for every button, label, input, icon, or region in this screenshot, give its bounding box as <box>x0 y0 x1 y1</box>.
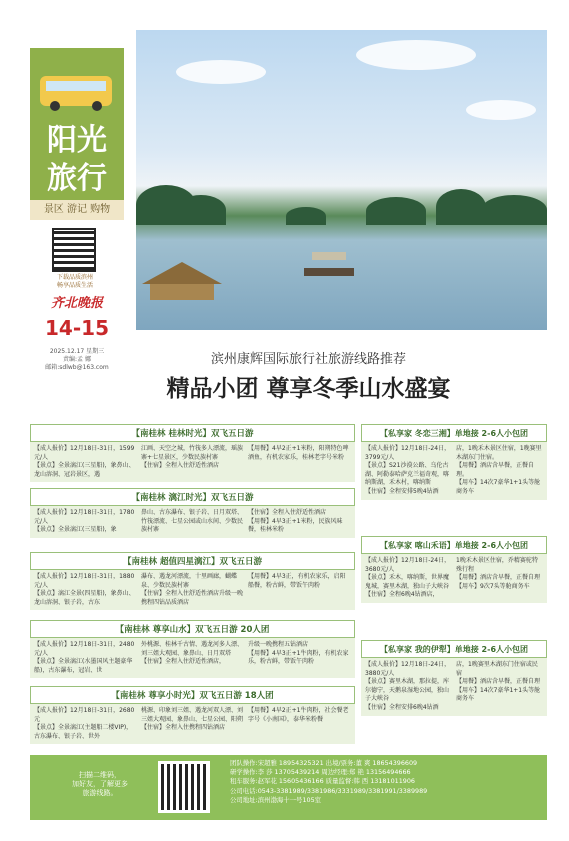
app-qr-code[interactable] <box>52 228 96 272</box>
route-price: 【成人报价】12月18日-31日，2480元/人 【景点】全景漓江(水墨国风主题豪华船)，古东瀑布，冠岩、世 <box>34 641 135 674</box>
issue-email: 邮箱:sdlwb@163.com <box>45 364 109 371</box>
route-details: 外桃源、桂林千古情、遇龙河多人漂、刘三姐大观园、象鼻山、日月双塔 【住宿】全程入住舒适性酒店， <box>141 641 244 666</box>
section-title-line2: 旅行 <box>47 161 107 196</box>
route-card <box>30 620 355 678</box>
route-price: 【成人报价】12月18日-31日，2680元 【景点】全景漓江(主题船二楼VIP)，古东瀑布、银子岩、世外 <box>34 707 135 740</box>
route-meals: 【用餐】4早3正，有机农家乐，启阳船餐，粉古鲜，带饭午肉粉 <box>248 573 346 589</box>
private-tour-card <box>361 536 547 603</box>
route-price: 【成人报价】12月18日-31日，1780元/人 【景点】全景漓江(三星船)，象 <box>34 509 135 534</box>
newspaper-logo: 齐北晚报 <box>50 296 103 311</box>
route-card <box>30 488 355 538</box>
bamboo-hut <box>136 262 226 302</box>
route-meals: 【用餐】4早2正+1米粉，阳朔特色啤酒鱼，有机农家乐，桂林老字号米粉 <box>248 445 349 461</box>
sidebar-banner <box>30 48 124 120</box>
qr-caption: 下载品质滨州 畅享品质生活 <box>56 274 93 289</box>
article-subheading: 滨州康辉国际旅行社旅游线路推荐 <box>210 352 406 367</box>
route-details: 鼻山、古东瀑布、银子岩、日月双塔、竹筏漂流、七星公园或山水间、少数民族村寨 <box>141 509 244 534</box>
sidebar <box>30 30 136 371</box>
raft-canopy <box>312 252 346 260</box>
route-price: 【成人报价】12月18日-31日，1599元/人 【景点】全景漓江(三星船)，象鼻山、龙山溶洞、冠岩景区，遇 <box>34 445 135 478</box>
route-title: 【南桂林 桂林时光】双飞五日游 <box>30 424 355 442</box>
section-title-line1: 阳光 <box>47 123 107 158</box>
route-details: 瀑布、遇龙河漂流，十里画廊，蝴蝶泉、少数民族村寨 【住宿】全程入住舒适性酒店升级一晚携程四钻品质酒店 <box>141 573 244 606</box>
bamboo-raft <box>304 268 354 276</box>
article-headline: 精品小团 尊享冬季山水盛宴 <box>166 375 451 402</box>
private-tour-card <box>361 424 547 500</box>
private-tour-details: 店，1晚赛里木湖东门住宿或民宿 【用餐】酒店含早餐，正餐自理 【用车】14次7豪华1+1头等舱商务车 <box>456 661 541 703</box>
private-tour-price: 【成人报价】12月18日-24日，3680元/人 【景点】禾木，喀纳斯，世界魔鬼城，赛里木湖，独山子大峡谷 【住宿】全程6晚4钻酒店， <box>365 557 451 599</box>
page-numbers: 14-15 <box>45 316 109 340</box>
route-card <box>30 686 355 744</box>
section-tags: 景区 游记 购物 <box>30 200 124 220</box>
private-tour-title: 【私享家 冬恋三湘】单地接 2-6人小包团 <box>361 424 547 442</box>
contact-info: 团队操作:宋超雅 18954325321 出境/票务:董 爽 18654396609 研学操作:李 莎 13705439214 周边经理:郑 艳 13156494666 租车服务:赵军花 15605436166 质量监督:韩 西 13181011906 公司电话:0543-3381989/3381986/3331989/3381991/3389989 公司地址:滨州渤海十一号105室 <box>230 759 428 804</box>
route-details: 桃源、印象刘三姐、遇龙河双人漂、刘三姐大观园、象鼻山、七星公园、阳朔 【住宿】全程入住携程四钻酒店 <box>141 707 244 732</box>
issue-editor: 责编:孟 娜 <box>63 356 91 363</box>
scan-prompt: 扫描二维码， 加好友，了解更多 旅游线路。 <box>72 771 128 797</box>
van-illustration <box>40 76 112 106</box>
private-tour-title: 【私享家 我的伊犁】单地接 2-6人小包团 <box>361 640 547 658</box>
route-details: 江画、天空之城，竹筏多人漂流，瑶族寨+七星景区，少数民族村寨 【住宿】全程入住舒适性酒店 <box>141 445 244 470</box>
section-title <box>30 118 124 200</box>
route-price: 【成人报价】12月18日-31日，1880元/人 【景点】漓江全景(四星船)，象鼻山、龙山溶洞、银子岩，古东 <box>34 573 135 606</box>
route-title: 【南桂林 尊享小时光】双飞五日游 18人团 <box>30 686 355 704</box>
route-title: 【南桂林 超值四星漓江】双飞五日游 <box>30 552 355 570</box>
private-tour-price: 【成人报价】12月18日-24日，3799元/人 【景点】S21沙漠公路、乌伦古湖、阿勒泰哈萨克兰福奇观，喀纳斯湖，禾木村，喀纳斯 【住宿】全程安排5晚4钻酒 <box>365 445 451 495</box>
route-card <box>30 424 355 482</box>
private-tour-details: 1晚禾木景区住宿，乔精赛驼特殊行程 【用餐】酒店含早餐，正餐自理 【用车】9次7头等舱商务车 <box>456 557 541 590</box>
private-tour-card <box>361 640 547 716</box>
issue-date: 2025.12.17 星期三 <box>49 348 105 355</box>
route-meals: 【用餐】4早2正+1牛肉粉，社会餐老字号《小南国》，泰华米粉餐 <box>248 707 349 723</box>
private-tour-price: 【成人报价】12月18日-24日，3880元/人 【景点】赛里木湖，那拉提，库尔德宁，天鹅泉湿地公园，独山子大峡谷 【住宿】全程安排6晚4钻酒 <box>365 661 451 711</box>
landscape-photo <box>136 30 547 330</box>
private-tour-title: 【私享家 喀山禾语】单地接 2-6人小包团 <box>361 536 547 554</box>
contact-footer <box>30 755 547 820</box>
contact-qr-code[interactable] <box>158 761 210 813</box>
route-card <box>30 552 355 610</box>
route-title: 【南桂林 尊享山水】双飞五日游 20人团 <box>30 620 355 638</box>
route-title: 【南桂林 漓江时光】双飞五日游 <box>30 488 355 506</box>
route-meals: 升级一晚携程五钻酒店 【用餐】4早3正+1牛肉粉，有机农家乐，粉古鲜，带饭午肉粉 <box>248 641 349 666</box>
private-tour-details: 店，1晚禾木景区住宿，1晚赛里木湖东门住宿。 【用餐】酒店含早餐，正餐自理。 【用车】14次7豪华1+1头等舱商务车 <box>456 445 542 495</box>
newspaper-page <box>30 30 547 820</box>
route-meals: 【住宿】全程入住舒适性酒店 【用餐】4早3正+1米粉，民族风味餐，桂林米粉 <box>248 509 343 534</box>
